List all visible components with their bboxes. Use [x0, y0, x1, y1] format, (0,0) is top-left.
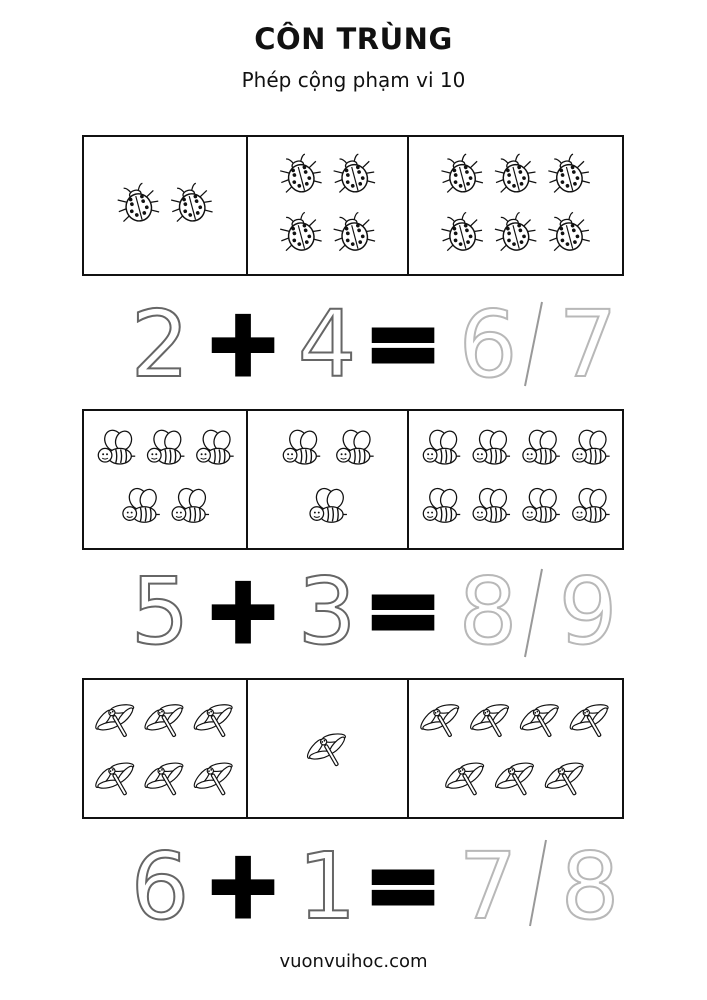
dragonfly-group	[84, 680, 246, 817]
page-subtitle: Phép cộng phạm vi 10	[241, 68, 466, 92]
picture-row-1	[82, 135, 624, 276]
picture-group-2	[246, 137, 407, 274]
bee-icon	[197, 427, 234, 464]
choice-divider	[525, 569, 542, 657]
bee-icon	[573, 486, 610, 523]
equals-sign: =	[364, 296, 442, 396]
dragonfly-group	[409, 680, 622, 817]
answer-choice-a[interactable]: 8	[458, 563, 518, 663]
equals-sign: =	[364, 563, 442, 663]
picture-group-result	[407, 137, 622, 274]
dragonfly-icon	[187, 696, 243, 748]
plus-sign: +	[204, 296, 282, 396]
ladybug-icon	[491, 151, 540, 196]
bee-icon	[473, 486, 510, 523]
dragonfly-icon	[301, 725, 357, 777]
ladybug-group	[84, 137, 246, 274]
ladybug-icon	[329, 210, 378, 255]
ladybug-icon	[491, 210, 540, 255]
ladybug-icon	[276, 210, 325, 255]
addend-1: 5	[130, 563, 190, 663]
plus-sign: +	[204, 836, 282, 936]
bee-icon	[573, 427, 610, 464]
addend-1: 2	[130, 296, 190, 396]
bee-icon	[423, 427, 460, 464]
ladybug-icon	[544, 151, 593, 196]
equation-row-2	[0, 563, 707, 663]
dragonfly-icon	[414, 696, 470, 748]
bee-icon	[123, 486, 160, 523]
dragonfly-icon	[489, 754, 545, 806]
plus-sign: +	[204, 563, 282, 663]
ladybug-icon	[276, 151, 325, 196]
addend-2: 4	[297, 296, 357, 396]
dragonfly-icon	[138, 696, 194, 748]
bee-icon	[172, 486, 209, 523]
bee-icon	[98, 427, 135, 464]
addend-2: 1	[297, 836, 357, 936]
equation-row-3	[0, 836, 707, 936]
bee-icon	[283, 427, 320, 464]
footer-site: vuonvuihoc.com	[279, 951, 428, 972]
picture-group-2	[246, 680, 407, 817]
picture-group-result	[407, 411, 622, 548]
bee-group	[248, 411, 407, 548]
ladybug-group	[409, 137, 622, 274]
bee-icon	[423, 486, 460, 523]
ladybug-icon	[544, 210, 593, 255]
addend-1: 6	[130, 836, 190, 936]
answer-choice-a[interactable]: 7	[458, 836, 518, 936]
ladybug-group	[248, 137, 407, 274]
bee-icon	[148, 427, 185, 464]
page-title: CÔN TRÙNG	[254, 22, 453, 56]
dragonfly-icon	[187, 754, 243, 806]
dragonfly-group	[248, 680, 407, 817]
dragonfly-icon	[439, 754, 495, 806]
ladybug-icon	[437, 151, 486, 196]
dragonfly-icon	[89, 696, 145, 748]
dragonfly-icon	[138, 754, 194, 806]
picture-group-2	[246, 411, 407, 548]
answer-choice-a[interactable]: 6	[458, 296, 518, 396]
picture-group-result	[407, 680, 622, 817]
picture-group-1	[84, 137, 246, 274]
equals-sign: =	[364, 836, 442, 936]
ladybug-icon	[167, 181, 216, 226]
dragonfly-icon	[563, 696, 619, 748]
choice-divider	[530, 840, 546, 926]
dragonfly-icon	[464, 696, 520, 748]
answer-choice-b[interactable]: 9	[558, 563, 618, 663]
answer-choice-b[interactable]: 8	[560, 836, 620, 936]
addend-2: 3	[297, 563, 357, 663]
picture-row-2	[82, 409, 624, 550]
answer-choice-b[interactable]: 7	[558, 296, 618, 396]
dragonfly-icon	[539, 754, 595, 806]
ladybug-icon	[437, 210, 486, 255]
picture-group-1	[84, 680, 246, 817]
bee-group	[409, 411, 622, 548]
bee-icon	[310, 486, 347, 523]
bee-icon	[523, 486, 560, 523]
bee-group	[84, 411, 246, 548]
dragonfly-icon	[89, 754, 145, 806]
bee-icon	[523, 427, 560, 464]
dragonfly-icon	[514, 696, 570, 748]
choice-divider	[525, 302, 542, 386]
picture-row-3	[82, 678, 624, 819]
equation-row-1	[0, 296, 707, 396]
bee-icon	[473, 427, 510, 464]
picture-group-1	[84, 411, 246, 548]
bee-icon	[337, 427, 374, 464]
ladybug-icon	[329, 151, 378, 196]
ladybug-icon	[113, 181, 162, 226]
